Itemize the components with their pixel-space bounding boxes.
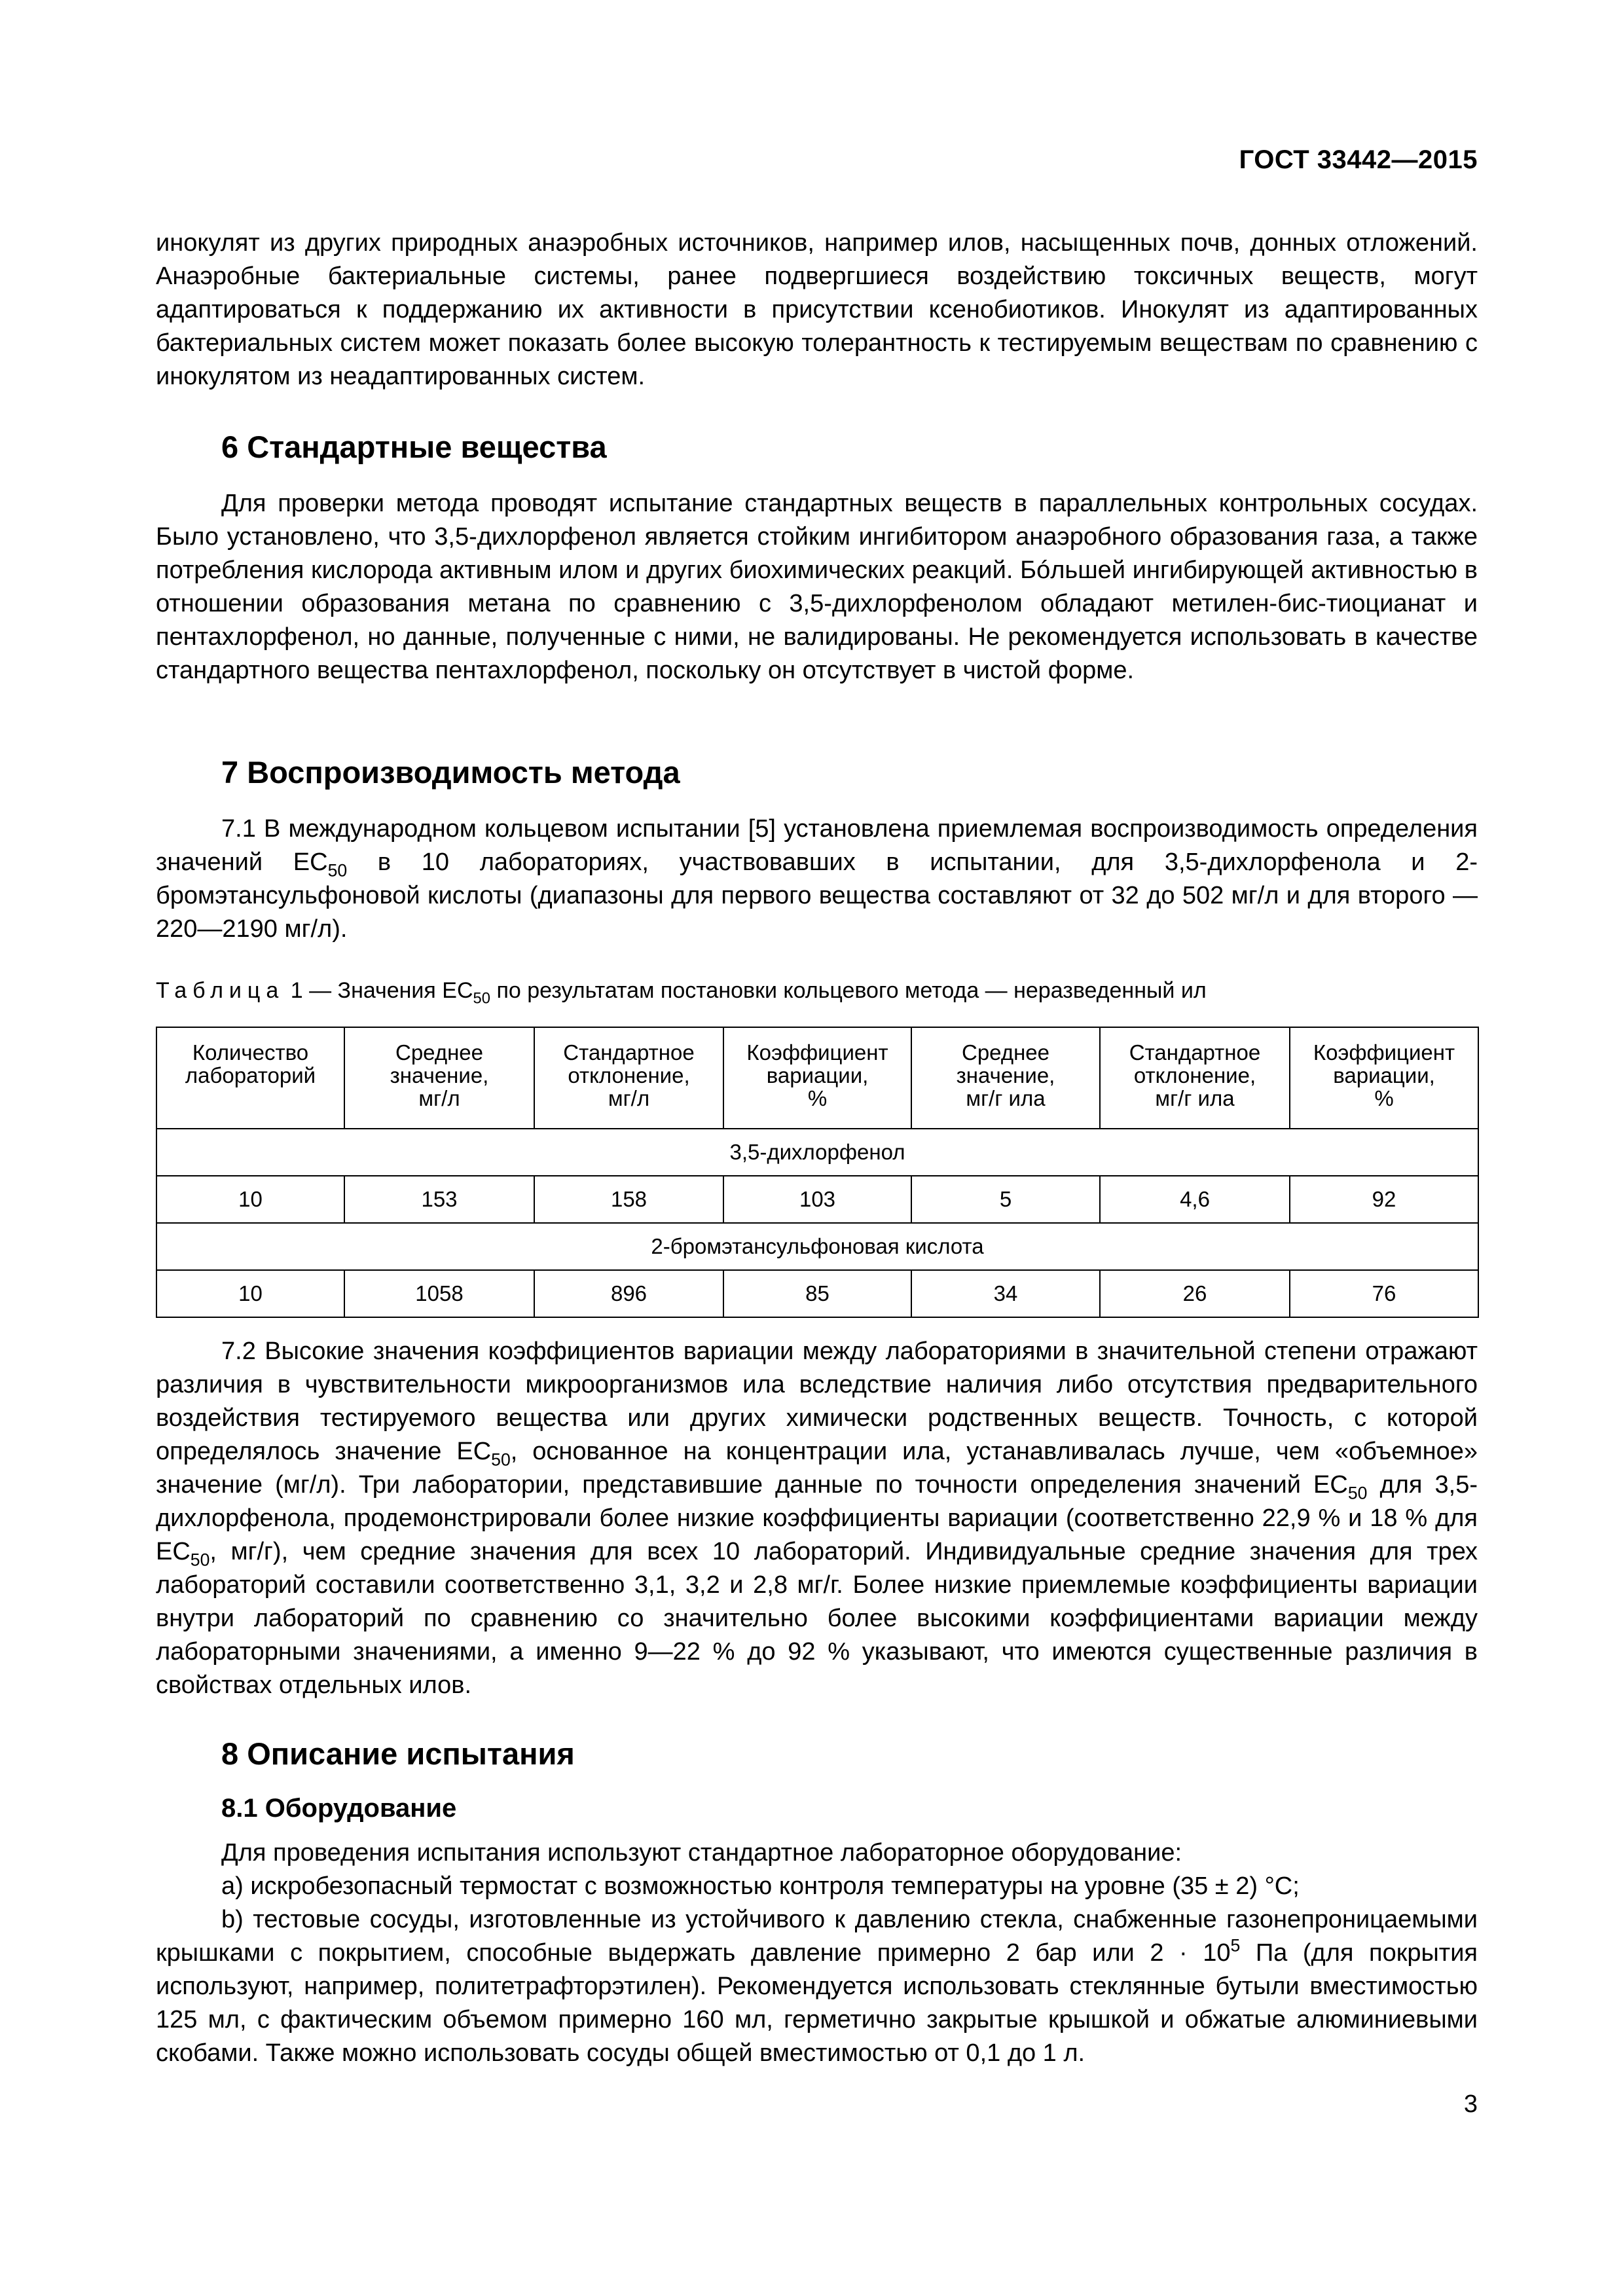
table-group-row — [156, 1223, 1478, 1270]
table-cell: 10 — [156, 1176, 344, 1223]
header-sd-mgl: Стандартное отклонение, мг/л — [534, 1027, 723, 1129]
table-caption: Таблица 1 — Значения $EC_{50}$ по результатам постановки кольцевого метода — неразведенный ил — [156, 978, 1207, 1008]
group-bromoethanesulfonic-acid: 2-бромэтансульфоновая кислота — [156, 1223, 1478, 1270]
document-header: ГОСТ 33442—2015 — [1239, 145, 1478, 174]
section-7-title: 7 Воспроизводимость метода — [221, 755, 680, 790]
paragraph-7-2: 7.2 Высокие значения коэффициентов вариации между лабораториями в значительной степени отражают различия в чувствительности микроорганизмов ила вследствие наличия либо отсутствия предварительного воздействия тестируемого вещества или других химически родственных веществ. Точность, с которой определялось значение $EC_{50}$, основанное на концентрации ила, устанавливалась лучше, чем «объемное» значение (мг/л). Три лаборатории, представившие данные по точности определения значений $EC_{50}$ для 3,5-дихлорфенола, продемонстрировали более низкие коэффициенты вариации (соответственно 22,9 % и 18 % для $EC_{50}$, мг/г), чем средние значения для всех 10 лабораторий. Индивидуальные средние значения для трех лабораторий составили соответственно 3,1, 3,2 и 2,8 мг/г. Более низкие приемлемые коэффициенты вариации внутри лабораторий по сравнению со значительно более высокими коэффициентами вариации между лабораторными значениями, а именно 9—22 % до 92 % указывают, что имеются существенные различия в свойствах отдельных илов. — [156, 1338, 1478, 1699]
header-lab-count: Количество лабораторий — [156, 1027, 344, 1129]
table-cell: 26 — [1100, 1270, 1290, 1317]
header-mean-mgl: Среднее значение, мг/л — [344, 1027, 534, 1129]
table-group-row — [156, 1129, 1478, 1176]
table-cell: 158 — [534, 1176, 723, 1223]
page-number: 3 — [1463, 2090, 1478, 2118]
intro-paragraph: инокулят из других природных анаэробных источников, например илов, насыщенных почв, донных отложений. Анаэробные бактериальные системы, ранее подвергшиеся воздействию токсичных веществ, могут адаптироваться к поддержанию их активности в присутствии ксенобиотиков. Инокулят из адаптированных бактериальных систем может показать более высокую толерантность к тестируемым веществам по сравнению с инокулятом из неадаптированных систем. — [156, 229, 1478, 390]
table-cell: 5 — [911, 1176, 1100, 1223]
table-cell: 4,6 — [1100, 1176, 1290, 1223]
paragraph-7-1: 7.1 В международном кольцевом испытании [5] установлена приемлемая воспроизводимость определения значений $EC_{50}$ в 10 лабораториях, участвовавших в испытании, для 3,5-дихлорфенола и 2-бромэтансульфоновой кислоты (диапазоны для первого вещества составляют от 32 до 502 мг/л и для второго — 220—2190 мг/л). — [156, 815, 1478, 943]
table-cell: 1058 — [344, 1270, 534, 1317]
list-item-a: a) искробезопасный термостат с возможностью контроля температуры на уровне (35 ± 2) °С; — [221, 1872, 1300, 1900]
table-cell: 10 — [156, 1270, 344, 1317]
header-cv-mgg: Коэффициент вариации, % — [1290, 1027, 1478, 1129]
section-6-title: 6 Стандартные вещества — [221, 429, 607, 464]
table-row — [156, 1270, 1478, 1317]
section-8-1-intro: Для проведения испытания используют стандартное лабораторное оборудование: — [221, 1839, 1182, 1867]
table-cell: 896 — [534, 1270, 723, 1317]
list-item-b: b) тестовые сосуды, изготовленные из устойчивого к давлению стекла, снабженные газонепроницаемыми крышками с покрытием, способные выдержать давление примерно 2 бар или $2 \cdot 10^5$ Па (для покрытия используют, например, политетрафторэтилен). Рекомендуется использовать стеклянные бутыли вместимостью 125 мл, с фактическим объемом примерно 160 мл, герметично закрытые крышкой и обжатые алюминиевыми скобами. Также можно использовать сосуды общей вместимостью от 0,1 до 1 л. — [156, 1906, 1478, 2067]
header-mean-mgg: Среднее значение, мг/г ила — [911, 1027, 1100, 1129]
table-row — [156, 1176, 1478, 1223]
table-cell: 103 — [723, 1176, 911, 1223]
table-cell: 92 — [1290, 1176, 1478, 1223]
header-cv-mgl: Коэффициент вариации, % — [723, 1027, 911, 1129]
header-sd-mgg: Стандартное отклонение, мг/г ила — [1100, 1027, 1290, 1129]
group-dichlorophenol: 3,5-дихлорфенол — [156, 1129, 1478, 1176]
table-cell: 34 — [911, 1270, 1100, 1317]
table-cell: 85 — [723, 1270, 911, 1317]
subsection-8-1-title: 8.1 Оборудование — [221, 1794, 457, 1823]
table-header-row — [156, 1027, 1478, 1129]
table-cell: 76 — [1290, 1270, 1478, 1317]
results-table — [156, 1027, 1479, 1318]
table-cell: 153 — [344, 1176, 534, 1223]
section-8-title: 8 Описание испытания — [221, 1736, 575, 1771]
section-6-text: Для проверки метода проводят испытание стандартных веществ в параллельных контрольных сосудах. Было установлено, что 3,5-дихлорфенол является стойким ингибитором анаэробного образования газа, а также потребления кислорода активным илом и других биохимических реакций. Бóльшей ингибирующей активностью в отношении образования метана по сравнению с 3,5-дихлорфенолом обладают метилен-бис-тиоцианат и пентахлорфенол, но данные, полученные с ними, не валидированы. Не рекомендуется использовать в качестве стандартного вещества пентахлорфенол, поскольку он отсутствует в чистой форме. — [156, 490, 1478, 684]
